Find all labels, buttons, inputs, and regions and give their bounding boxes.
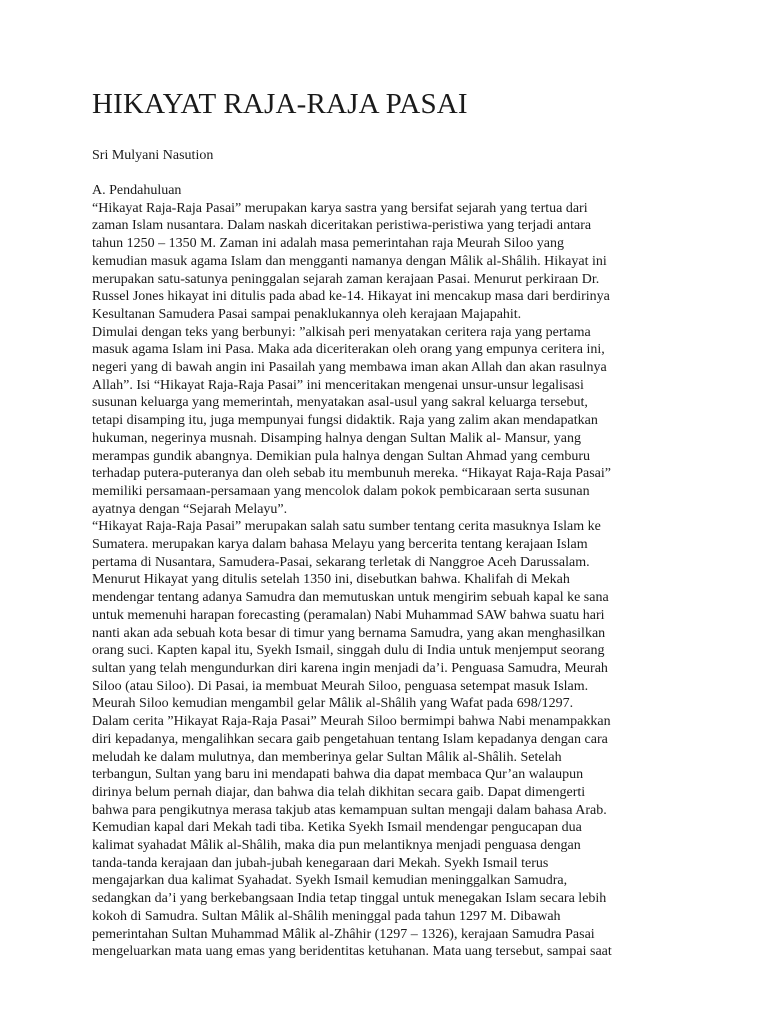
text-line: mengajarkan dua kalimat Syahadat. Syekh Ismail kemudian meninggalkan Samudra, xyxy=(92,873,568,889)
paragraph xyxy=(92,324,672,519)
text-line: terhadap putera-puteranya dan oleh sebab itu membunuh mereka. “Hikayat Raja-Raja Pasai” xyxy=(92,466,611,482)
text-line: Kesultanan Samudera Pasai sampai penaklukannya oleh kerajaan Majapahit. xyxy=(92,306,522,322)
text-line: sedangkan da’i yang berkebangsaan India tetap tinggal untuk menegakan Islam secara lebih xyxy=(92,891,607,907)
text-line: pertama di Nusantara, Samudera-Pasai, sekarang terletak di Nanggroe Aceh Darussalam. xyxy=(92,554,590,570)
text-line: Meurah Siloo kemudian mengambil gelar Mâlik al-Shâlih yang Wafat pada 698/1297. xyxy=(92,696,574,712)
document-page xyxy=(92,84,672,961)
text-line: memiliki persamaan-persamaan yang mencolok dalam pokok pembicaraan serta susunan xyxy=(92,483,590,499)
text-line: mengeluarkan mata uang emas yang beridentitas ketuhanan. Mata uang tersebut, sampai saat xyxy=(92,944,612,960)
text-line: pemerintahan Sultan Muhammad Mâlik al-Zhâhir (1297 – 1326), kerajaan Samudra Pasai xyxy=(92,926,595,942)
paragraph xyxy=(92,200,672,324)
text-line: Russel Jones hikayat ini ditulis pada abad ke-14. Hikayat ini mencakup masa dari berdirinya xyxy=(92,289,610,305)
text-line: dirinya belum pernah diajar, dan bahwa dia telah dikhitan secara gaib. Dapat dimengerti xyxy=(92,784,586,800)
text-line: Dalam cerita ”Hikayat Raja-Raja Pasai” Meurah Siloo bermimpi bahwa Nabi menampakkan xyxy=(92,714,611,730)
text-line: ayatnya dengan “Sejarah Melayu”. xyxy=(92,501,288,517)
text-line: Allah”. Isi “Hikayat Raja-Raja Pasai” ini menceritakan mengenai unsur-unsur legalisasi xyxy=(92,377,584,393)
text-line: “Hikayat Raja-Raja Pasai” merupakan karya sastra yang bersifat sejarah yang tertua dari xyxy=(92,200,588,216)
section-heading: A. Pendahuluan xyxy=(92,183,182,198)
text-line: tetapi disamping itu, juga mempunyai fungsi didaktik. Raja yang zalim akan mendapatkan xyxy=(92,413,598,429)
text-line: meludah ke dalam mulutnya, dan memberinya gelar Sultan Mâlik al-Shâlih. Setelah xyxy=(92,749,562,765)
text-line: kokoh di Samudra. Sultan Mâlik al-Shâlih meninggal pada tahun 1297 M. Dibawah xyxy=(92,908,561,924)
text-line: zaman Islam nusantara. Dalam naskah diceritakan peristiwa-peristiwa yang terjadi antara xyxy=(92,218,592,234)
text-line: orang suci. Kapten kapal itu, Syekh Ismail, singgah dulu di India untuk menjemput seorang xyxy=(92,643,605,659)
text-line: Menurut Hikayat yang ditulis setelah 1350 ini, disebutkan bahwa. Khalifah di Mekah xyxy=(92,572,570,588)
text-line: mendengar tentang adanya Samudra dan memutuskan untuk mengirim sebuah kapal ke sana xyxy=(92,590,609,606)
text-line: merampas gundik abangnya. Demikian pula halnya dengan Sultan Ahmad yang cemburu xyxy=(92,448,591,464)
author-name: Sri Mulyani Nasution xyxy=(92,148,214,163)
text-line: hukuman, negerinya musnah. Disamping halnya dengan Sultan Malik al- Mansur, yang xyxy=(92,430,581,446)
text-line: Siloo (atau Siloo). Di Pasai, ia membuat Meurah Siloo, penguasa setempat masuk Islam. xyxy=(92,678,589,694)
text-line: diri kepadanya, mengalihkan secara gaib pengetahuan tentang Islam kepadanya dengan cara xyxy=(92,731,608,747)
text-line: masuk agama Islam ini Pasa. Maka ada diceriterakan oleh orang yang empunya ceritera ini, xyxy=(92,342,605,358)
text-line: susunan keluarga yang memerintah, menyatakan asal-usul yang sakral keluarga tersebut, xyxy=(92,395,588,411)
text-line: tanda-tanda kerajaan dan jubah-jubah kenegaraan dari Mekah. Syekh Ismail terus xyxy=(92,855,549,871)
document-title: HIKAYAT RAJA-RAJA PASAI xyxy=(92,88,468,120)
text-line: nanti akan ada sebuah kota besar di timur yang bernama Samudra, yang akan menghasilkan xyxy=(92,625,606,641)
text-line: Sumatera. merupakan karya dalam bahasa Melayu yang bercerita tentang kerajaan Islam xyxy=(92,537,588,553)
text-line: Kemudian kapal dari Mekah tadi tiba. Ketika Syekh Ismail mendengar pengucapan dua xyxy=(92,820,582,836)
text-line: kalimat syahadat Mâlik al-Shâlih, maka dia pun melantiknya menjadi penguasa dengan xyxy=(92,838,581,854)
text-line: merupakan satu-satunya peninggalan sejarah zaman kerajaan Pasai. Menurut perkiraan Dr. xyxy=(92,271,600,287)
text-line: sultan yang telah mengundurkan diri karena ingin menjadi da’i. Penguasa Samudra, Meurah xyxy=(92,660,608,676)
paragraph xyxy=(92,713,672,961)
text-line: tahun 1250 – 1350 M. Zaman ini adalah masa pemerintahan raja Meurah Siloo yang xyxy=(92,236,564,252)
text-line: kemudian masuk agama Islam dan mengganti namanya dengan Mâlik al-Shâlih. Hikayat ini xyxy=(92,253,607,269)
text-line: Dimulai dengan teks yang berbunyi: ”alkisah peri menyatakan ceritera raja yang pertama xyxy=(92,324,591,340)
text-line: untuk memenuhi harapan forecasting (peramalan) Nabi Muhammad SAW bahwa suatu hari xyxy=(92,607,605,623)
text-line: terbangun, Sultan yang baru ini mendapati bahwa dia dapat membaca Qur’an walaupun xyxy=(92,767,584,783)
body-text xyxy=(92,200,672,961)
paragraph xyxy=(92,518,672,713)
text-line: negeri yang di bawah angin ini Pasailah yang membawa iman akan Allah dan akan rasulnya xyxy=(92,360,607,376)
text-line: “Hikayat Raja-Raja Pasai” merupakan salah satu sumber tentang cerita masuknya Islam ke xyxy=(92,519,601,535)
text-line: bahwa para pengikutnya merasa takjub atas kemampuan sultan mengaji dalam bahasa Arab. xyxy=(92,802,607,818)
